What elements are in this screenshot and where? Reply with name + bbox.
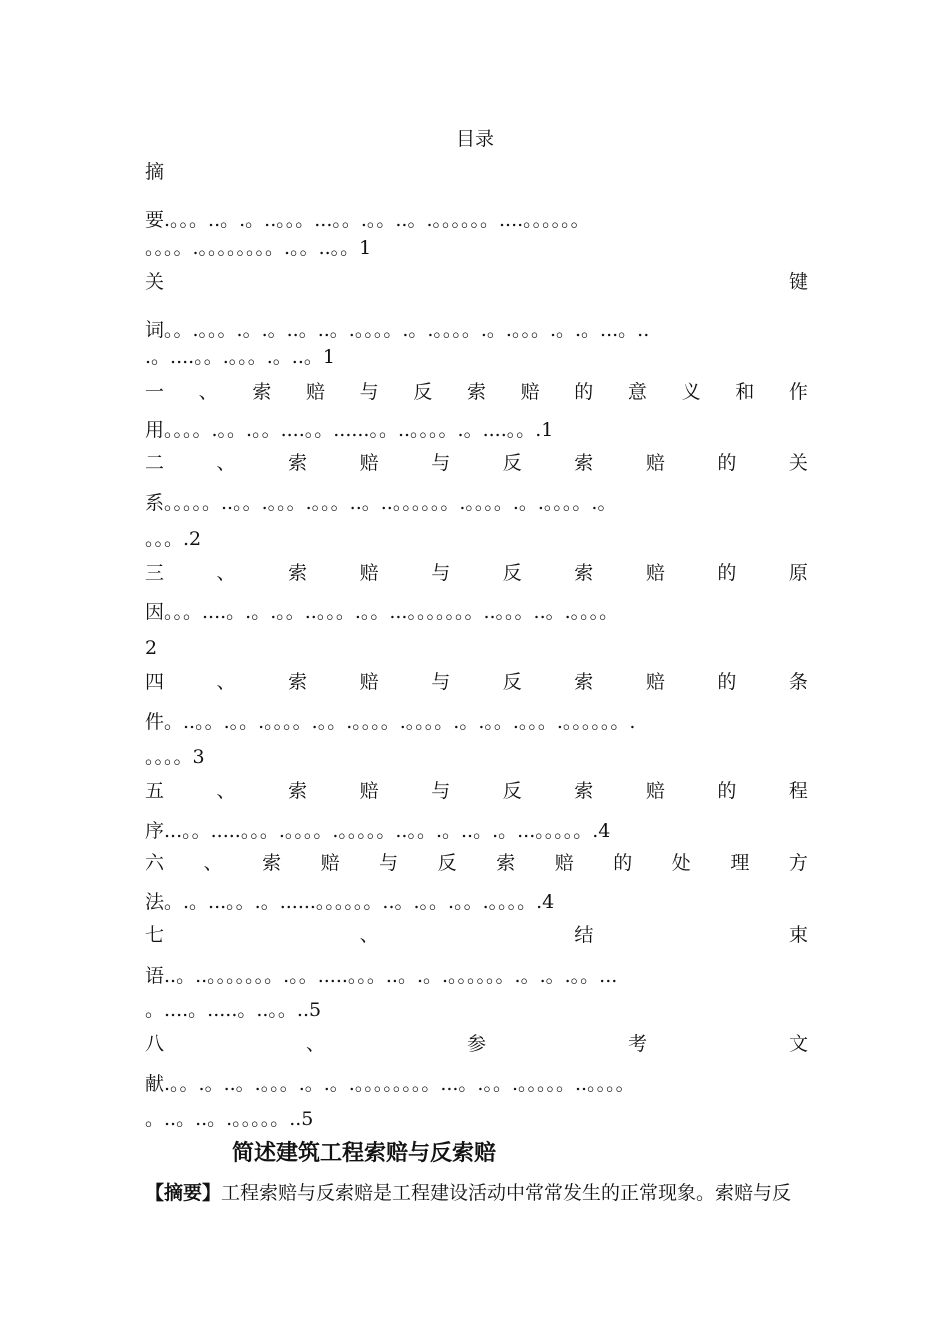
toc-char: 、 <box>305 1033 325 1055</box>
toc-line <box>145 380 808 404</box>
toc-char: 索 <box>288 780 308 802</box>
toc-line: 序...。。.....。。。.。。。。.。。。。。..。。.。..。.。...。。。。。.4 <box>145 820 611 842</box>
toc-char: 考 <box>627 1033 647 1055</box>
toc-char: 结 <box>574 924 594 946</box>
toc-line: 。。。.2 <box>145 528 202 550</box>
toc-char: 索 <box>574 780 594 802</box>
toc-char: 索 <box>466 381 486 403</box>
toc-line: 语..。..。。。。。。。.。。.....。。。..。.。.。。。。。。.。.。.。。... <box>145 965 618 987</box>
toc-char: 和 <box>735 381 755 403</box>
toc-char: 作 <box>788 381 808 403</box>
toc-char: 键 <box>788 271 808 293</box>
abstract-label: 【摘要】 <box>145 1182 222 1204</box>
toc-char: 反 <box>437 852 457 874</box>
toc-char: 原 <box>788 562 808 584</box>
toc-line <box>145 1032 808 1056</box>
toc-char: 、 <box>359 924 379 946</box>
toc-line: 要.。。。..。.。..。。。...。。.。。..。.。。。。。。....。。。。。。 <box>145 209 590 231</box>
toc-char: 与 <box>359 381 379 403</box>
toc-char: 赔 <box>645 780 665 802</box>
toc-char: 程 <box>788 780 808 802</box>
toc-char: 的 <box>717 452 737 474</box>
toc-line: 用。。。。.。。.。。....。。......。。..。。。。.。....。。.1 <box>145 419 554 441</box>
toc-char: 索 <box>262 852 282 874</box>
toc-char: 赔 <box>320 852 340 874</box>
toc-char: 四 <box>145 671 165 693</box>
toc-char: 索 <box>288 671 308 693</box>
toc-char: 索 <box>574 671 594 693</box>
toc-char: 的 <box>717 671 737 693</box>
toc-line: 。..。..。.。。。。。..5 <box>145 1108 314 1130</box>
toc-char: 赔 <box>359 780 379 802</box>
toc-char: 反 <box>502 780 522 802</box>
toc-char: 、 <box>216 671 236 693</box>
document-title: 简述建筑工程索赔与反索赔 <box>232 1141 497 1166</box>
toc-char: 条 <box>788 671 808 693</box>
toc-char: 赔 <box>554 852 574 874</box>
toc-char: 赔 <box>645 671 665 693</box>
toc-char: 义 <box>681 381 701 403</box>
toc-line: 件。..。。.。。.。。。。.。。.。。。。.。。。。.。.。。.。。。.。。。。。。. <box>145 711 636 733</box>
toc-char: 方 <box>788 852 808 874</box>
toc-char: 的 <box>613 852 633 874</box>
toc-char: 七 <box>145 924 165 946</box>
toc-line: 2 <box>145 637 158 659</box>
toc-char: 关 <box>788 452 808 474</box>
toc-char: 三 <box>145 562 165 584</box>
toc-line: 法。.。...。。.。......。。。。。。..。.。。.。。.。。。。.4 <box>145 891 555 913</box>
toc-char: 处 <box>671 852 691 874</box>
toc-char: 索 <box>574 562 594 584</box>
toc-line: 。。。。3 <box>145 746 205 768</box>
toc-char: 文 <box>788 1033 808 1055</box>
toc-line <box>145 451 808 475</box>
toc-char: 赔 <box>359 452 379 474</box>
toc-char: 赔 <box>520 381 540 403</box>
toc-char: 理 <box>730 852 750 874</box>
abstract-paragraph <box>145 1178 815 1205</box>
toc-char: 五 <box>145 780 165 802</box>
toc-char: 六 <box>145 852 165 874</box>
toc-char: 八 <box>145 1033 165 1055</box>
toc-char: 参 <box>466 1033 486 1055</box>
toc-char: 赔 <box>305 381 325 403</box>
toc-char: 、 <box>198 381 218 403</box>
toc-char: 反 <box>502 671 522 693</box>
toc-char: 索 <box>288 452 308 474</box>
toc-char: 与 <box>431 780 451 802</box>
toc-line: 。....。.....。..。。..5 <box>145 999 322 1021</box>
toc-line: 因。。。....。.。.。。..。。。.。。...。。。。。。。..。。。..。.。。。。 <box>145 601 619 623</box>
toc-line: 词。。.。。。.。.。..。..。.。。。。.。.。。。。.。.。。。.。.。...。.. <box>145 319 650 341</box>
toc-char: 赔 <box>359 671 379 693</box>
toc-char: 索 <box>574 452 594 474</box>
toc-char: 反 <box>502 452 522 474</box>
toc-line: .。....。。.。。。.。..。1 <box>145 346 335 368</box>
toc-char: 索 <box>252 381 272 403</box>
toc-char: 、 <box>216 562 236 584</box>
toc-char: 赔 <box>645 562 665 584</box>
toc-char: 反 <box>413 381 433 403</box>
toc-line <box>145 851 808 875</box>
toc-char: 一 <box>145 381 165 403</box>
toc-char: 索 <box>496 852 516 874</box>
toc-char: 索 <box>288 562 308 584</box>
toc-title: 目录 <box>455 128 494 150</box>
toc-line: 。。。。.。。。。。。。。.。。..。。1 <box>145 237 372 259</box>
toc-char: 赔 <box>359 562 379 584</box>
toc-char: 反 <box>502 562 522 584</box>
toc-char: 、 <box>216 780 236 802</box>
toc-line: 系。。。。。..。。.。。。.。。。..。..。。。。。。.。。。。.。.。。。。.。 <box>145 492 617 514</box>
toc-char: 二 <box>145 452 165 474</box>
toc-char: 与 <box>431 452 451 474</box>
toc-char: 的 <box>717 780 737 802</box>
toc-char: 关 <box>145 271 165 293</box>
toc-char: 与 <box>379 852 399 874</box>
toc-char: 的 <box>574 381 594 403</box>
toc-char: 的 <box>717 562 737 584</box>
abstract-text: 工程索赔与反索赔是工程建设活动中常常发生的正常现象。索赔与反 <box>221 1182 792 1204</box>
toc-char: 赔 <box>645 452 665 474</box>
toc-line <box>145 779 808 803</box>
toc-line <box>145 270 808 294</box>
toc-char: 、 <box>203 852 223 874</box>
toc-char: 意 <box>627 381 647 403</box>
toc-line: 献.。。.。..。.。。。.。.。.。。。。。。。。...。.。。.。。。。。..。。。。 <box>145 1073 635 1095</box>
toc-char: 与 <box>431 671 451 693</box>
toc-char: 与 <box>431 562 451 584</box>
toc-line <box>145 561 808 585</box>
toc-char: 、 <box>216 452 236 474</box>
toc-line <box>145 670 808 694</box>
toc-char: 束 <box>788 924 808 946</box>
toc-line <box>145 923 808 947</box>
toc-line: 摘 <box>145 161 165 183</box>
